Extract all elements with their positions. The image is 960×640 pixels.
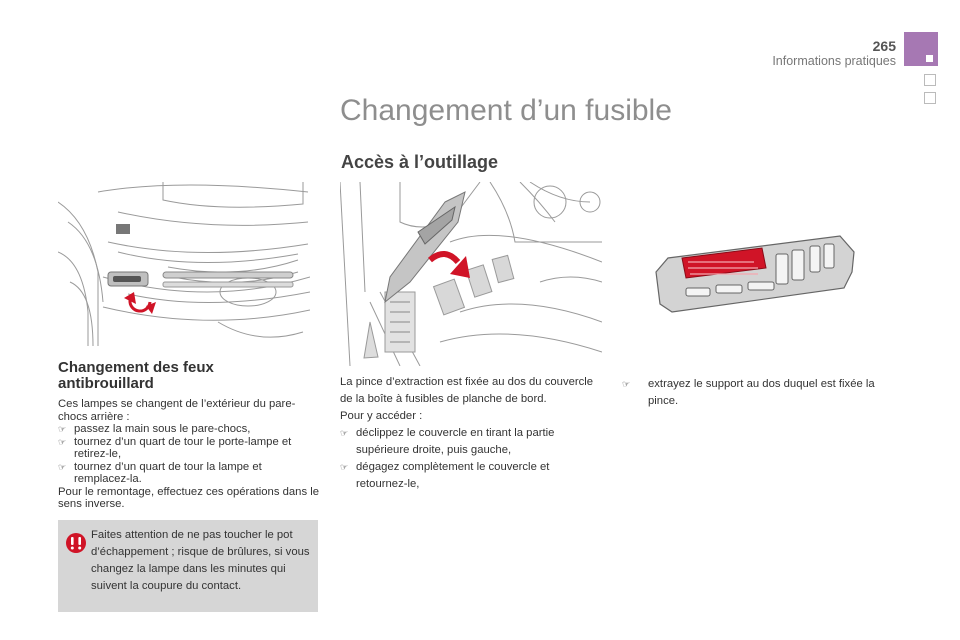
warning-text: Faites attention de ne pas toucher le pot d’échappement ; risque de brûlures, si vous changez la lampe dans les minutes qui suivent la coupure du contact. <box>91 529 310 592</box>
tool-access-instructions <box>340 374 598 493</box>
exclamation-icon <box>66 533 86 553</box>
tool-access-lead: Pour y accéder : <box>340 410 423 422</box>
fog-lamp-outro: Pour le remontage, effectuez ces opérations dans le sens inverse. <box>58 485 320 510</box>
puller-instructions <box>622 376 892 410</box>
list-item: ☞ tournez d’un quart de tour la lampe et remplacez-la. <box>58 460 262 485</box>
section-tab <box>904 32 938 66</box>
pointing-hand-icon: ☞ <box>58 424 67 434</box>
page-title: Changement d’un fusible <box>340 94 672 127</box>
pointing-hand-icon: ☞ <box>340 428 349 438</box>
pointing-hand-icon: ☞ <box>340 462 349 472</box>
list-item: ☞ extrayez le support au dos duquel est fixée la pince. <box>622 376 892 410</box>
section-tab-marker <box>926 55 933 62</box>
pointing-hand-icon: ☞ <box>58 461 67 472</box>
list-item: ☞ tournez d’un quart de tour le porte-lampe et retirez-le, <box>58 435 292 460</box>
rear-bumper-illustration <box>58 182 310 346</box>
section-subtitle: Accès à l’outillage <box>341 152 499 172</box>
puller-support-illustration <box>648 232 860 316</box>
list-item: ☞ déclippez le couvercle en tirant la partie supérieure droite, puis gauche, <box>340 425 598 459</box>
fog-lamp-heading: Changement des feux antibrouillard <box>58 359 214 392</box>
pointing-hand-icon: ☞ <box>622 379 631 389</box>
tool-access-intro: La pince d’extraction est fixée au dos du couvercle de la boîte à fusibles de planche de bord. <box>340 376 594 405</box>
list-item: ☞ dégagez complètement le couvercle et retournez-le, <box>340 459 598 493</box>
pointing-hand-icon: ☞ <box>58 436 67 447</box>
section-tab-empty <box>924 92 936 104</box>
fog-lamp-intro: Ces lampes se changent de l’extérieur du pare-chocs arrière : <box>58 398 296 423</box>
section-title: Informations pratiques <box>772 54 896 68</box>
list-item: ☞ passez la main sous le pare-chocs, <box>58 423 251 435</box>
fuse-box-access-illustration <box>340 182 602 366</box>
page-number: 265 <box>872 38 896 54</box>
warning-box <box>58 520 318 612</box>
fog-lamp-instructions <box>58 398 320 511</box>
section-tab-empty <box>924 74 936 86</box>
